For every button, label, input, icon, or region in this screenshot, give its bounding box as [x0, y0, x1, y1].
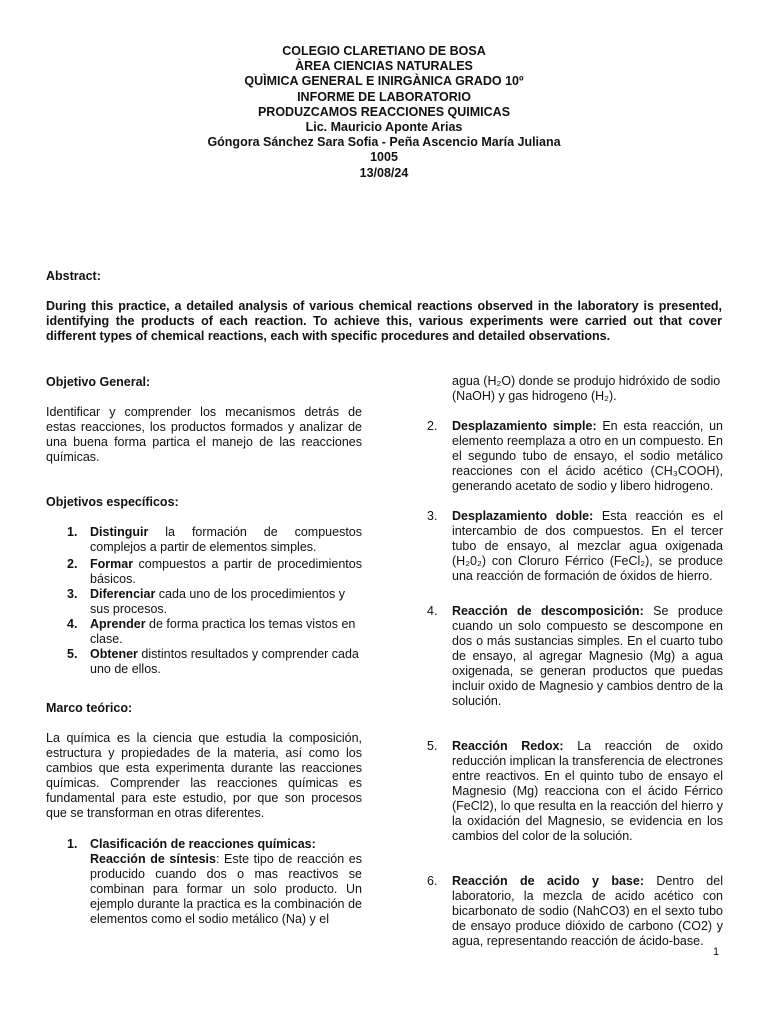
marco-teorico-title: Marco teórico: [46, 701, 133, 715]
document-header [0, 44, 768, 181]
area-name: ÀREA CIENCIAS NATURALES [295, 59, 473, 74]
list-item: 5. Obtener distintos resultados y comprender cada uno de ellos. [67, 647, 359, 676]
list-item: 5. Reacción Redox: La reacción de oxido reducción implican la transferencia de electrones entre reactivos. En el quinto tubo de ensayo el Magnesio (Mg) reacciona con el ácido Férrico (FeCl2), lo que resulta en la reacción del hierro y la oxidación del Magnesio, se evidencia en los cambios del color de la solución. [427, 739, 723, 843]
list-item: 3. Diferenciar cada uno de los procedimientos y sus procesos. [67, 587, 346, 616]
clasificacion-title: Clasificación de reacciones químicas: [90, 837, 316, 851]
page-number: 1 [713, 946, 720, 958]
student-names: Góngora Sánchez Sara Sofia - Peña Ascencio María Juliana [207, 135, 561, 150]
objetivo-general-body: Identificar y comprender los mecanismos detrás de estas reacciones, los productos formados y analizar de una buena forma partica el manejo de las reacciones químicas. [46, 405, 362, 464]
abstract-body: During this practice, a detailed analysis of various chemical reactions observed in the laboratory is presented, identifying the products of each reaction. To achieve this, various experiments were carried out that cover different types of chemical reactions, each with specific procedures and detailed observations. [46, 299, 722, 343]
list-item: 2. Formar compuestos a partir de procedimientos básicos. [67, 557, 362, 586]
subject-name: QUÌMICA GENERAL E INIRGÀNICA GRADO 10º [244, 74, 524, 89]
list-item: 1. Clasificación de reacciones químicas: Reacción de síntesis: Este tipo de reacción es producido cuando dos o mas reactivos se combinan para formar un solo producto. Un ejemplo durante la practica es la combinación de elementos como el sodio metálico (Na) y el [67, 837, 363, 926]
reactions-list [427, 419, 723, 949]
list-item: 2. Desplazamiento simple: En esta reacción, un elemento reemplaza a otro en un compuesto. En el segundo tubo de ensayo, el sodio metálico reacciones con el ácido acético (CH₃COOH), generando acetato de sodio y libero hidrogeno. [427, 419, 723, 493]
objetivo-general-title: Objetivo General: [46, 375, 151, 389]
sintesis-term: Reacción de síntesis [90, 852, 216, 866]
report-date: 13/08/24 [359, 165, 409, 180]
school-name: COLEGIO CLARETIANO DE BOSA [282, 44, 486, 58]
list-item: 4. Aprender de forma practica los temas vistos en clase. [67, 617, 356, 646]
sintesis-text: : Este tipo de reacción es producido cuando dos o mas reactivos se combinan para formar un solo producto. Un ejemplo durante la practica es la combinación de elementos como el sodio metálico (Na) y el [90, 852, 363, 926]
clasificacion-list [46, 837, 362, 927]
group-number: 1005 [370, 150, 398, 165]
list-item: 4. Reacción de descomposición: Se produce cuando un solo compuesto se descompone en dos o más sustancias simples. En el cuarto tubo de ensayo, al agregar Magnesio (Mg) a agua oxigenada, se generan productos que puedas incluir oxido de Magnesio y cambios dentro de la solución. [427, 604, 723, 708]
right-column [427, 374, 723, 949]
objetivos-especificos-list [46, 525, 362, 677]
list-item: 6. Reacción de acido y base: Dentro del laboratorio, la mezcla de acido acético con bicarbonato de sodio (NahCO3) en el sexto tubo de ensayo produce dióxido de carbono (CO2) y agua, representando reacción de ácido-base. [427, 874, 723, 948]
marco-teorico-body: La química es la ciencia que estudia la composición, estructura y propiedades de la materia, así como los cambios que esta experimenta durante las reacciones químicas. Comprender las reacciones químicas es fundamental para este estudio, por que son procesos que se transforman en otras diferentes. [46, 731, 362, 820]
left-column [46, 375, 362, 927]
sintesis-continuation: agua (H₂O) donde se produjo hidróxido de sodio (NaOH) y gas hidrogeno (H₂). [452, 374, 721, 403]
report-title: PRODUZCAMOS REACCIONES QUIMICAS [257, 104, 511, 119]
teacher-name: Lic. Mauricio Aponte Arias [305, 120, 463, 135]
objetivos-especificos-title: Objetivos específicos: [46, 495, 179, 509]
abstract-title: Abstract: [46, 269, 101, 283]
report-type: INFORME DE LABORATORIO [297, 89, 471, 104]
list-item: 3. Desplazamiento doble: Esta reacción es el intercambio de dos compuestos. En el tercer tubo de ensayo, al mezclar agua oxigenada (H₂0₂) con Cloruro Férrico (FeCl₂), se produce una reacción de formación de óxidos de hierro. [427, 509, 723, 583]
list-item: 1. Distinguir la formación de compuestos complejos a partir de elementos simples. [67, 525, 362, 554]
